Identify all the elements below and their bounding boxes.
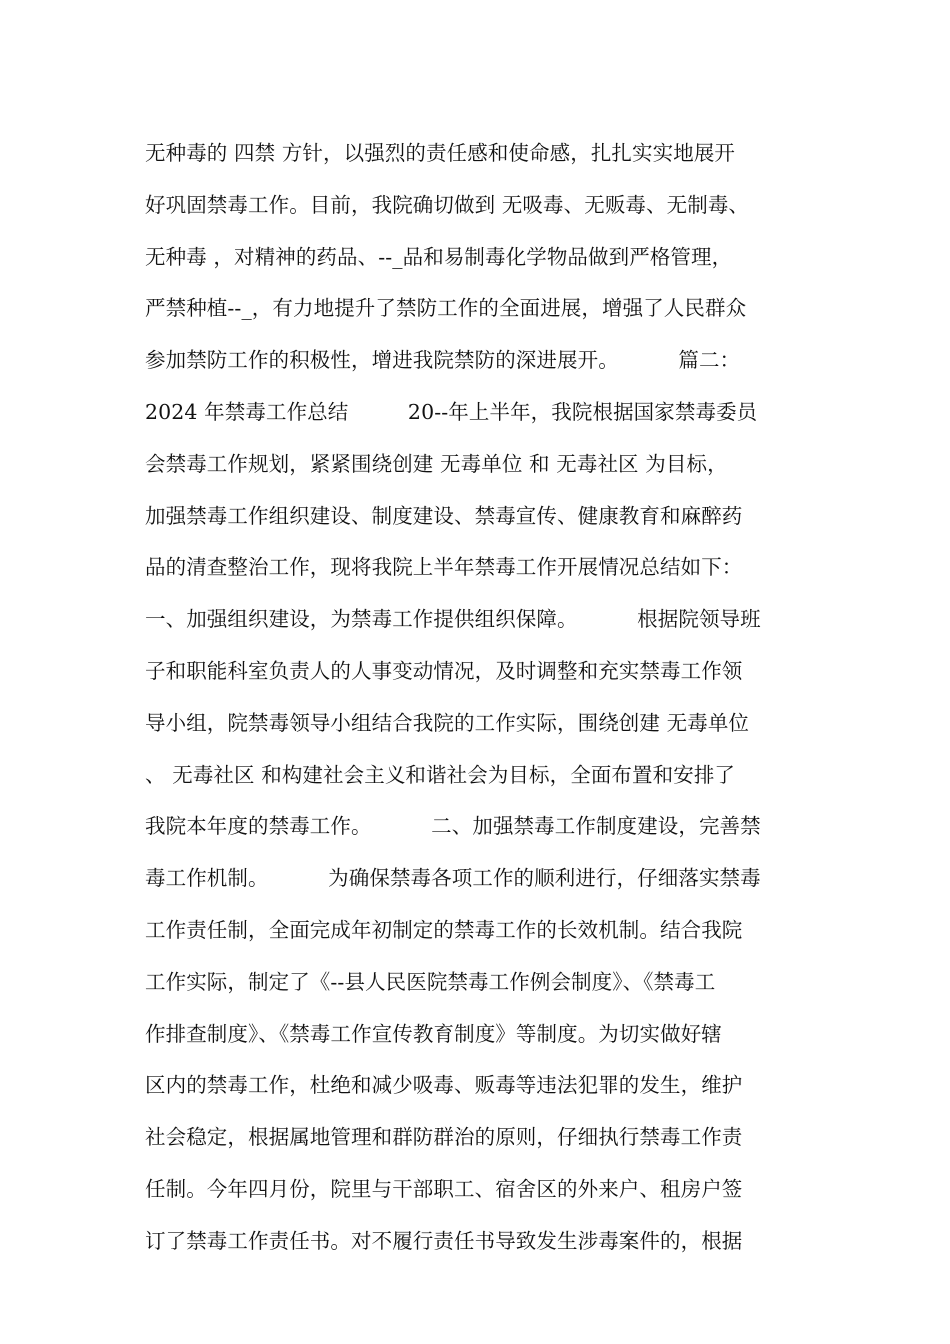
text-line: 无种毒的 四禁 方针，以强烈的责任感和使命感，扎扎实实地展开: [145, 141, 736, 165]
text-line: 参加禁防工作的积极性，增进我院禁防的深进展开。 篇二：: [145, 348, 741, 373]
text-line: 作排查制度》、《禁毒工作宣传教育制度》等制度。为切实做好辖: [145, 1021, 722, 1046]
text-line: 工作责任制，全面完成年初制定的禁毒工作的长效机制。结合我院: [145, 917, 743, 942]
text-line: 2024 年禁毒工作总结 20--年上半年，我院根据国家禁毒委员: [145, 399, 758, 424]
text-line: 我院本年度的禁毒工作。 二、加强禁毒工作制度建设，完善禁: [145, 814, 761, 839]
text-line: 加强禁毒工作组织建设、制度建设、禁毒宣传、健康教育和麻醉药: [145, 503, 743, 528]
text-line: 严禁种植--_，有力地提升了禁防工作的全面进展，增强了人民群众: [145, 296, 747, 321]
text-line: 一、加强组织建设，为禁毒工作提供组织保障。 根据院领导班: [145, 607, 761, 632]
text-line: 区内的禁毒工作，杜绝和减少吸毒、贩毒等违法犯罪的发生，维护: [145, 1073, 743, 1098]
text-line: 导小组，院禁毒领导小组结合我院的工作实际，围绕创建 无毒单位: [145, 710, 750, 735]
text-line: 子和职能科室负责人的人事变动情况，及时调整和充实禁毒工作领: [145, 658, 743, 683]
text-line: 毒工作机制。 为确保禁毒各项工作的顺利进行，仔细落实禁毒: [145, 866, 761, 891]
text-line: 社会稳定，根据属地管理和群防群治的原则，仔细执行禁毒工作责: [145, 1125, 743, 1150]
text-line: 无种毒 ，对精神的药品、--_品和易制毒化学物品做到严格管理，: [145, 244, 733, 269]
text-line: 、 无毒社区 和构建社会主义和谐社会为目标，全面布置和安排了: [145, 762, 736, 787]
text-line: 工作实际，制定了《--县人民医院禁毒工作例会制度》、《禁毒工: [145, 969, 716, 994]
text-line: 订了禁毒工作责任书。对不履行责任书导致发生涉毒案件的，根据: [145, 1228, 743, 1253]
text-line: 任制。今年四月份，院里与干部职工、宿舍区的外来户、租房户签: [145, 1176, 743, 1201]
text-line: 品的清查整治工作，现将我院上半年禁毒工作开展情况总结如下：: [145, 555, 743, 580]
text-line: 会禁毒工作规划，紧紧围绕创建 无毒单位 和 无毒社区 为目标，: [145, 451, 728, 476]
text-line: 好巩固禁毒工作。目前，我院确切做到 无吸毒、无贩毒、无制毒、: [145, 192, 750, 217]
body-text: [145, 128, 810, 1268]
